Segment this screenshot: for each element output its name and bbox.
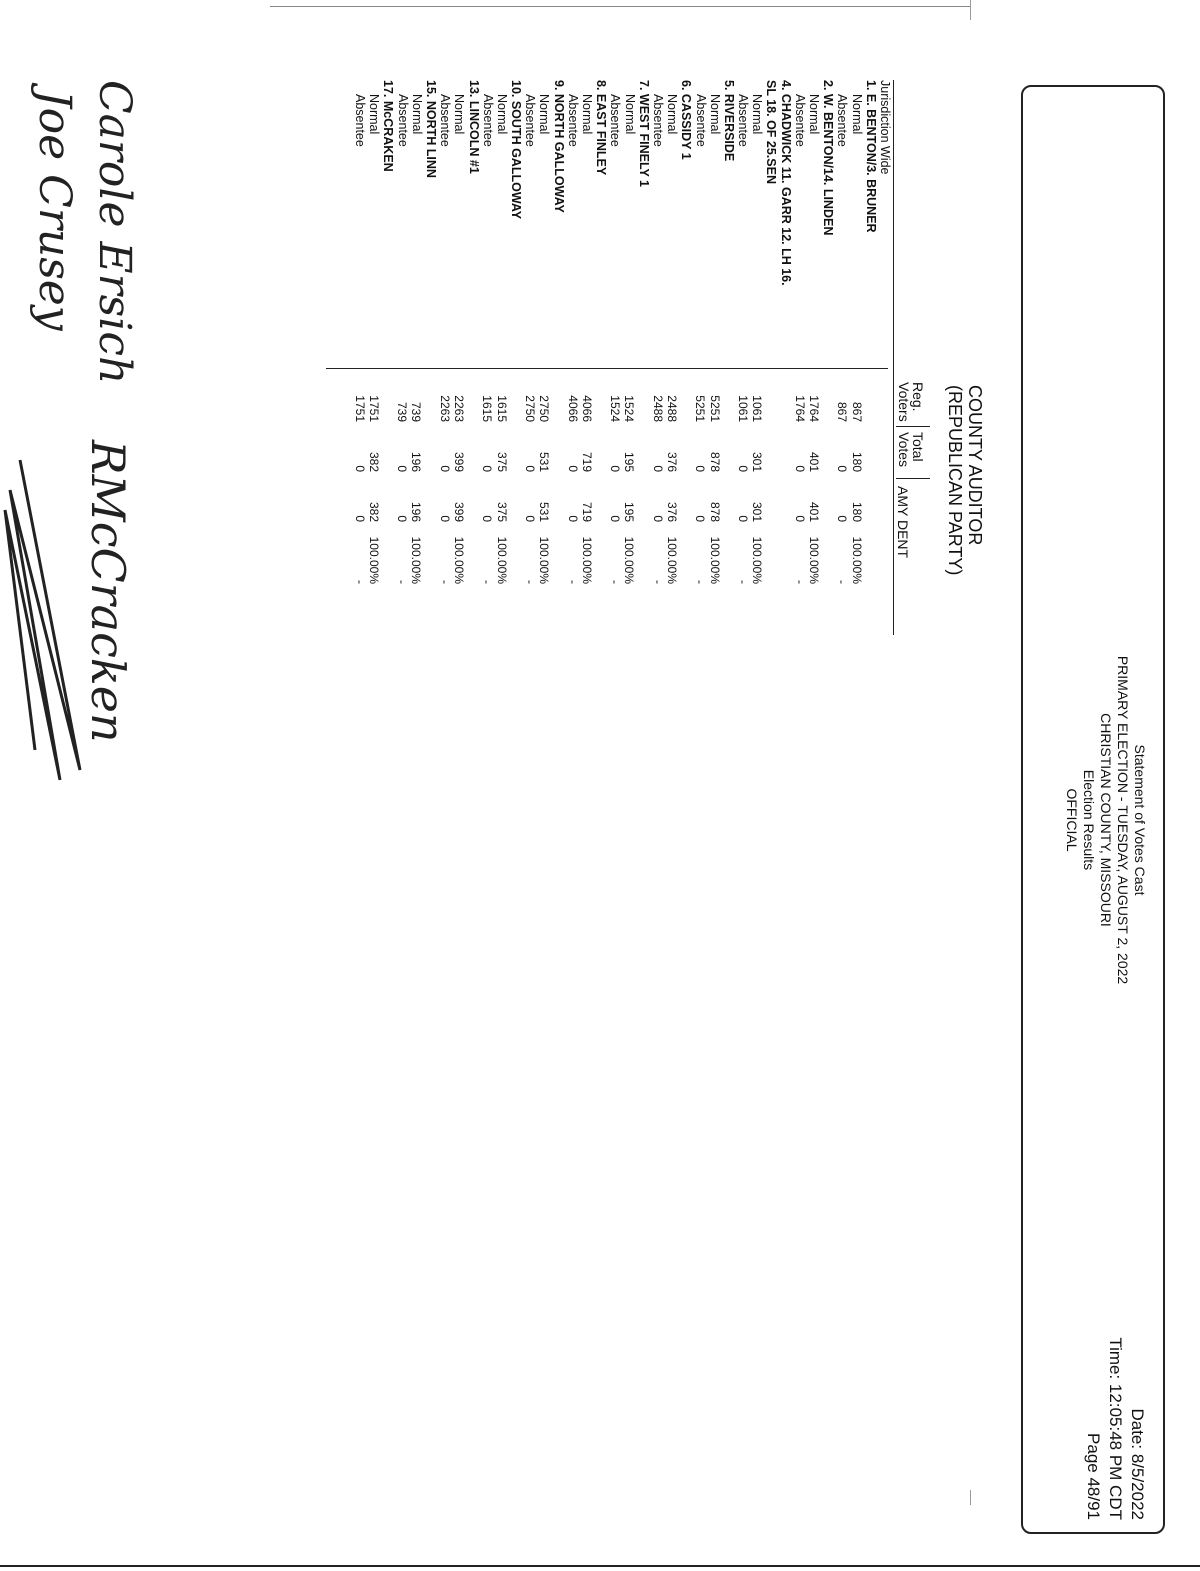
total-votes-cell: 719 bbox=[579, 451, 594, 472]
candidate-votes-cell: 0 bbox=[523, 515, 537, 522]
total-votes-header-line2: Votes bbox=[896, 432, 912, 468]
table-row-label-sub: Absentee bbox=[395, 94, 410, 147]
table-row-label-sub: Normal bbox=[807, 94, 822, 135]
report-header-right bbox=[1082, 1280, 1148, 1520]
candidate-votes-cell: 399 bbox=[452, 501, 466, 522]
total-votes-cell: 531 bbox=[537, 451, 552, 472]
candidate-votes-cell: 180 bbox=[849, 501, 864, 522]
table-row-label-sub: Absentee bbox=[565, 94, 580, 147]
table-row-label-sub: Normal bbox=[494, 94, 509, 135]
page-number: Page 48/91 bbox=[1084, 1433, 1103, 1520]
total-votes-cell: 0 bbox=[437, 465, 452, 472]
table-row-label: 13. LINCOLN #1 bbox=[466, 80, 481, 174]
candidate-percent-cell: - bbox=[693, 580, 708, 584]
table-row-label: 1. E. BENTON/3. BRUNER bbox=[863, 80, 878, 233]
total-votes-cell: 401 bbox=[807, 451, 821, 472]
candidate-votes-cell: 0 bbox=[565, 515, 580, 522]
total-votes-cell: 196 bbox=[409, 451, 424, 472]
candidate-percent-cell: 100.00% bbox=[622, 536, 637, 584]
table-row-label: 6. CASSIDY 1 bbox=[679, 80, 694, 160]
table-row-label-sub: Normal bbox=[580, 94, 595, 135]
candidate-votes-cell: 382 bbox=[366, 501, 381, 522]
candidate-percent-cell: 100.00% bbox=[849, 536, 864, 584]
table-header-rule bbox=[893, 80, 894, 635]
total-votes-cell: 301 bbox=[750, 451, 765, 472]
reg-voters-cell: 1764 bbox=[807, 395, 821, 422]
reg-voters-cell: 1751 bbox=[352, 395, 367, 422]
total-votes-cell: 399 bbox=[452, 451, 466, 472]
candidate-percent-cell: 100.00% bbox=[452, 536, 466, 584]
candidate-votes-cell: 301 bbox=[750, 501, 765, 522]
candidate-percent-cell: 100.00% bbox=[409, 536, 424, 584]
contest-party: (REPUBLICAN PARTY) bbox=[945, 385, 965, 576]
table-row-label-sub: Normal bbox=[367, 94, 382, 135]
reg-voters-header-line2: Voters bbox=[896, 382, 912, 422]
table-row-label: 2. W. BENTON/14. LINDEN bbox=[821, 80, 836, 236]
candidate-percent-cell: - bbox=[792, 580, 807, 584]
reg-voters-cell: 2263 bbox=[437, 395, 452, 422]
reg-voters-cell: 1751 bbox=[366, 395, 381, 422]
table-row-label-sub: Normal bbox=[665, 94, 680, 135]
table-row-label-sub: Normal bbox=[849, 94, 864, 135]
candidate-percent-cell: - bbox=[480, 580, 495, 584]
reg-voters-cell: 867 bbox=[835, 401, 850, 422]
reg-voters-cell: 1524 bbox=[608, 395, 623, 422]
candidate-percent-cell: 100.00% bbox=[366, 536, 381, 584]
table-row-label: 15. NORTH LINN bbox=[424, 80, 438, 178]
candidate-percent-cell: - bbox=[650, 580, 665, 584]
column-separator bbox=[896, 426, 930, 427]
signature-4 bbox=[0, 450, 90, 790]
report-time: Time: 12:05:48 PM CDT bbox=[1106, 1337, 1125, 1520]
table-row-label: 9. NORTH GALLOWAY bbox=[551, 80, 566, 213]
total-votes-cell: 0 bbox=[736, 465, 750, 472]
table-row-label-sub: Absentee bbox=[693, 94, 708, 147]
candidate-percent-cell: - bbox=[437, 580, 452, 584]
candidate-votes-cell: 531 bbox=[537, 501, 552, 522]
reg-voters-cell: 739 bbox=[395, 401, 410, 422]
signature-1: Carole Ersich bbox=[89, 80, 140, 385]
candidate-votes-cell: 0 bbox=[736, 515, 750, 522]
total-votes-cell: 0 bbox=[395, 465, 410, 472]
candidate-votes-cell: 376 bbox=[665, 501, 679, 522]
candidate-percent-cell: 100.00% bbox=[750, 536, 765, 584]
candidate-votes-cell: 878 bbox=[707, 501, 722, 522]
election-name: PRIMARY ELECTION - TUESDAY, AUGUST 2, 2022 bbox=[1115, 655, 1131, 985]
reg-voters-cell: 1764 bbox=[792, 395, 807, 422]
reg-voters-cell: 2263 bbox=[452, 395, 466, 422]
reg-voters-cell: 2488 bbox=[665, 395, 679, 422]
reg-voters-cell: 5251 bbox=[707, 395, 722, 422]
total-votes-cell: 195 bbox=[622, 451, 637, 472]
official-label: OFFICIAL bbox=[1064, 788, 1080, 852]
candidate-votes-cell: 0 bbox=[693, 515, 708, 522]
reg-voters-cell: 1061 bbox=[750, 395, 765, 422]
table-row-label: SL 18. OF 25.SEN bbox=[764, 80, 779, 184]
candidate-percent-cell: 100.00% bbox=[494, 536, 509, 584]
candidate-percent-cell: - bbox=[835, 580, 850, 584]
table-row-label-sub: Absentee bbox=[608, 94, 623, 147]
county-name: CHRISTIAN COUNTY, MISSOURI bbox=[1098, 713, 1114, 927]
candidate-percent-cell: - bbox=[395, 580, 410, 584]
reg-voters-cell: 4066 bbox=[579, 395, 594, 422]
table-row-label-sub: Normal bbox=[750, 94, 765, 135]
total-votes-cell: 180 bbox=[849, 451, 864, 472]
table-row-label: Jurisdiction Wide bbox=[878, 80, 892, 175]
table-row-label-sub: Normal bbox=[537, 94, 552, 135]
candidate-percent-cell: 100.00% bbox=[665, 536, 679, 584]
candidate-votes-cell: 0 bbox=[352, 515, 367, 522]
reg-voters-header bbox=[897, 382, 925, 422]
reg-voters-cell: 1061 bbox=[736, 395, 750, 422]
reg-voters-cell: 1524 bbox=[622, 395, 637, 422]
table-row-label: 17. McCRAKEN bbox=[381, 80, 396, 172]
candidate-votes-cell: 375 bbox=[494, 501, 509, 522]
candidate-votes-cell: 719 bbox=[579, 501, 594, 522]
table-row-label-sub: Normal bbox=[452, 94, 467, 135]
table-row-label: 10. SOUTH GALLOWAY bbox=[509, 80, 524, 220]
total-votes-cell: 382 bbox=[366, 451, 381, 472]
reg-voters-header-line1: Reg. bbox=[910, 382, 926, 412]
candidate-percent-cell: 100.00% bbox=[537, 536, 552, 584]
candidate-percent-cell: 100.00% bbox=[579, 536, 594, 584]
report-header-center bbox=[1063, 540, 1148, 1100]
table-row-label: 7. WEST FINELY 1 bbox=[636, 80, 651, 187]
total-votes-cell: 0 bbox=[650, 465, 665, 472]
candidate-votes-cell: 196 bbox=[409, 501, 424, 522]
report-title: Statement of Votes Cast bbox=[1132, 744, 1148, 896]
reg-voters-cell: 1615 bbox=[494, 395, 509, 422]
candidate-votes-cell: 0 bbox=[395, 515, 410, 522]
total-votes-cell: 878 bbox=[707, 451, 722, 472]
reg-voters-cell: 5251 bbox=[693, 395, 708, 422]
table-row-label-sub: Normal bbox=[707, 94, 722, 135]
candidate-header: AMY DENT bbox=[895, 486, 911, 559]
candidate-votes-cell: 0 bbox=[792, 515, 807, 522]
reg-voters-cell: 867 bbox=[849, 401, 864, 422]
candidate-percent-cell: - bbox=[523, 580, 537, 584]
total-votes-cell: 0 bbox=[608, 465, 623, 472]
candidate-percent-cell: - bbox=[608, 580, 623, 584]
jurisdiction-list bbox=[353, 80, 892, 370]
table-row-label: 5. RIVERSIDE bbox=[721, 80, 736, 162]
candidate-percent-cell: 100.00% bbox=[807, 536, 821, 584]
candidate-votes-cell: 195 bbox=[622, 501, 637, 522]
reg-voters-cell: 4066 bbox=[565, 395, 580, 422]
total-votes-cell: 0 bbox=[835, 465, 850, 472]
reg-voters-cell: 2488 bbox=[650, 395, 665, 422]
total-votes-cell: 0 bbox=[693, 465, 708, 472]
reg-voters-cell: 2750 bbox=[537, 395, 552, 422]
candidate-votes-cell: 0 bbox=[835, 515, 850, 522]
candidate-votes-cell: 0 bbox=[650, 515, 665, 522]
candidate-percent-cell: 100.00% bbox=[707, 536, 722, 584]
table-row-label-sub: Absentee bbox=[835, 94, 850, 147]
candidate-votes-cell: 0 bbox=[480, 515, 495, 522]
total-votes-cell: 0 bbox=[352, 465, 367, 472]
total-votes-header-line1: Total bbox=[910, 432, 926, 462]
candidate-votes-cell: 0 bbox=[608, 515, 623, 522]
total-votes-cell: 0 bbox=[523, 465, 537, 472]
signature-2: Joe Crusey bbox=[29, 90, 80, 331]
total-votes-header bbox=[897, 432, 925, 467]
table-row-label-sub: Absentee bbox=[651, 94, 665, 147]
contest-title: COUNTY AUDITOR bbox=[965, 385, 985, 546]
candidate-votes-cell: 0 bbox=[437, 515, 452, 522]
total-votes-cell: 375 bbox=[494, 451, 509, 472]
total-votes-cell: 0 bbox=[480, 465, 495, 472]
reg-voters-cell: 739 bbox=[409, 401, 424, 422]
candidate-votes-cell: 401 bbox=[807, 501, 821, 522]
table-row-label-sub: Absentee bbox=[480, 94, 495, 147]
reg-voters-cell: 2750 bbox=[523, 395, 537, 422]
total-votes-cell: 0 bbox=[792, 465, 807, 472]
contest-title-block bbox=[945, 385, 985, 575]
table-row-label-sub: Normal bbox=[622, 94, 637, 135]
candidate-percent-cell: - bbox=[565, 580, 580, 584]
signature-3: RMcCracken bbox=[81, 440, 135, 743]
table-row-label: 4. CHADWICK 11. GARR 12. LH 16. bbox=[778, 80, 793, 286]
table-row-label-sub: Absentee bbox=[792, 94, 807, 147]
candidate-percent-cell: - bbox=[352, 580, 367, 584]
table-row-label-sub: Absentee bbox=[438, 94, 453, 147]
table-row-label-sub: Normal bbox=[409, 94, 424, 135]
total-votes-cell: 0 bbox=[565, 465, 580, 472]
report-date: Date: 8/5/2022 bbox=[1128, 1408, 1147, 1520]
candidate-percent-cell: - bbox=[736, 580, 750, 584]
column-separator bbox=[896, 478, 930, 479]
table-row-label-sub: Absentee bbox=[523, 94, 538, 147]
table-row-label: 8. EAST FINLEY bbox=[594, 80, 609, 176]
total-votes-cell: 376 bbox=[665, 451, 679, 472]
table-row-label-sub: Absentee bbox=[353, 94, 368, 147]
results-label: Election Results bbox=[1081, 769, 1097, 871]
reg-voters-cell: 1615 bbox=[480, 395, 495, 422]
table-row-label-sub: Absentee bbox=[736, 94, 751, 147]
